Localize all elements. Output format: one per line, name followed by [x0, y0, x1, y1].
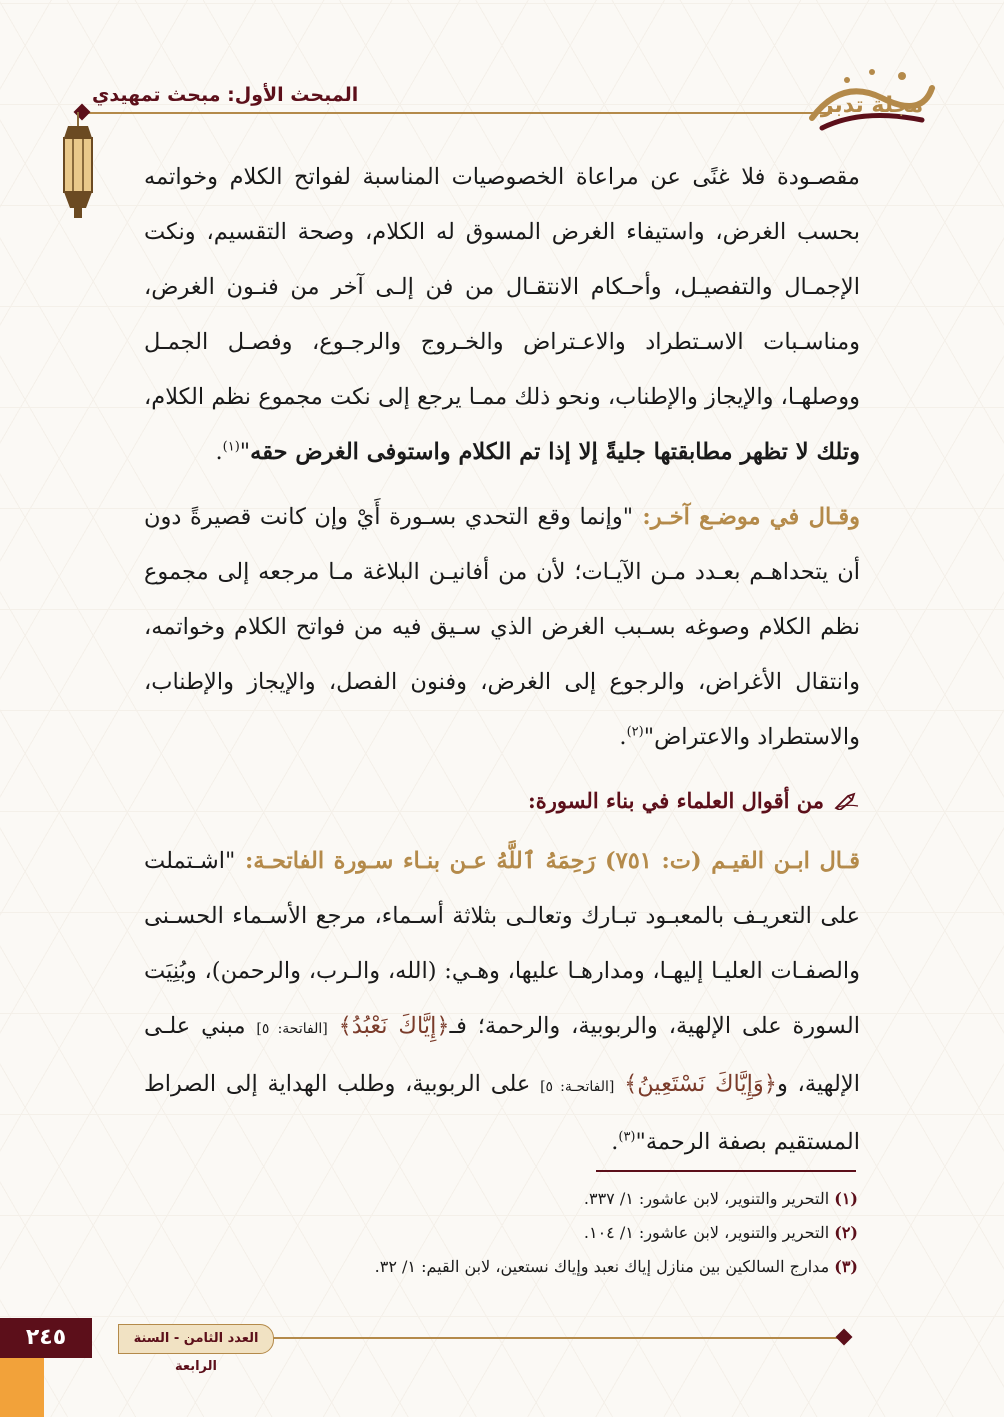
footnote-separator	[596, 1170, 856, 1172]
footnote-item: (١) التحرير والتنوير، لابن عاشور: ١/ ٣٣٧.	[583, 1189, 858, 1208]
quran-verse-2: ﴿وَإِيَّاكَ نَسْتَعِينُ﴾	[624, 1071, 777, 1097]
bold-quote: وتلك لا تظهر مطابقتها جليةً إلا إذا تم الكلام واستوفى الغرض حقه	[250, 439, 860, 465]
footnote-ref-1: (١)	[222, 439, 240, 455]
verse-ref-2: [الفاتحـة: ٥]	[540, 1079, 615, 1095]
side-accent-bar	[0, 1358, 44, 1417]
lantern-icon	[56, 112, 100, 222]
footer-rule	[272, 1337, 844, 1339]
running-header-title: المبحث الأول: مبحث تمهيدي	[92, 84, 359, 106]
issue-badge: العدد الثامن - السنة الرابعة	[118, 1324, 274, 1354]
section-heading	[144, 773, 860, 828]
header-rule	[80, 112, 832, 114]
footnote-item: (٢) التحرير والتنوير، لابن عاشور: ١/ ١٠٤.	[583, 1223, 858, 1242]
page-number: ٢٤٥	[0, 1318, 92, 1358]
paragraph-1: مقصـودة فلا غنًى عن مراعاة الخصوصيات المناسبة لفواتح الكلام وخواتمه بحسب الغرض، واستيفاء الغرض المسوق له الكلام، وصحة التقسيم، ونكت الإجمـال والتفصيـل، وأحـكام الانتقـال من فن إلـى آخر من فنـون الغرض، ومناسـبات الاسـتطراد والاعـتراض والخـروج والرجـوع، وفصـل الجمـل ووصلهـا، والإيجاز والإطناب، ونحو ذلك ممـا يرجع إلى نكت مجموع نظم الكلام، وتلك لا تظهر مطابقتها جليةً إلا إذا تم الكلام واستوفى الغرض حقه"$^{(١)}$.	[144, 164, 860, 465]
lead-in-ibn-qayyim: قـال ابـن القيـم (ت: ٧٥١) رَحِمَهُ ٱللَّهُ عـن بنـاء سـورة الفاتحـة:	[235, 848, 860, 874]
lead-in: وقـال في موضـع آخـر:	[633, 504, 861, 530]
article-body	[144, 150, 860, 1170]
paragraph-2: وقـال في موضـع آخـر: "وإنما وقع التحدي بسـورة أَيْ وإن كانت قصيرةً دون أن يتحداهـم بعـدد مـن الآيـات؛ لأن من أفانيـن البلاغة مـا مرجعه إلى مجموع نظم الكلام وصوغه بسـبب الغرض الذي سـيق فيه من فواتح الكلام وخواتمه، وانتقال الأغراض، والرجوع إلى الغرض، وفنون الفصل، والإيجاز والإطناب، والاستطراد والاعتراض"$^{(٢)}$.	[144, 504, 861, 750]
footnote-item: (٣) مدارج السالكين بين منازل إياك نعبد وإياك نستعين، لابن القيم: ١/ ٣٢.	[374, 1257, 858, 1276]
verse-ref-1: [الفاتحة: ٥]	[256, 1021, 328, 1037]
footnotes	[138, 1182, 858, 1284]
journal-logo	[802, 58, 942, 140]
footnote-ref-2: (٢)	[626, 724, 644, 740]
pen-icon	[834, 792, 860, 810]
quran-verse-1: ﴿إِيَّاكَ نَعْبُدُ﴾	[338, 1013, 450, 1039]
journal-logo-text: مجلة تدبر	[820, 93, 924, 118]
section-heading-text: من أقوال العلماء في بناء السورة:	[527, 788, 824, 813]
paragraph-3: قـال ابـن القيـم (ت: ٧٥١) رَحِمَهُ ٱللَّهُ عـن بنـاء سـورة الفاتحـة: "اشـتملت على التعريـف بالمعبـود تبـارك وتعالـى بثلاثة أسـماء، مرجع الأسـماء الحسـنى والصفـات العليـا إليهـا، ومدارهـا عليها، وهـي: (الله، والـرب، والرحمن)، وبُنِيَت السورة على الإلهية، والربوبية، والرحمة؛ فـ﴿إِيَّاكَ نَعْبُدُ﴾ [الفاتحة: ٥] مبني علـى الإلهية، و﴿وَإِيَّاكَ نَسْتَعِينُ﴾ [الفاتحـة: ٥] على الربوبية، وطلب الهداية إلى الصراط المستقيم بصفة الرحمة"$^{(٣)}$.	[144, 848, 860, 1155]
footnote-ref-3: (٣)	[618, 1129, 636, 1145]
